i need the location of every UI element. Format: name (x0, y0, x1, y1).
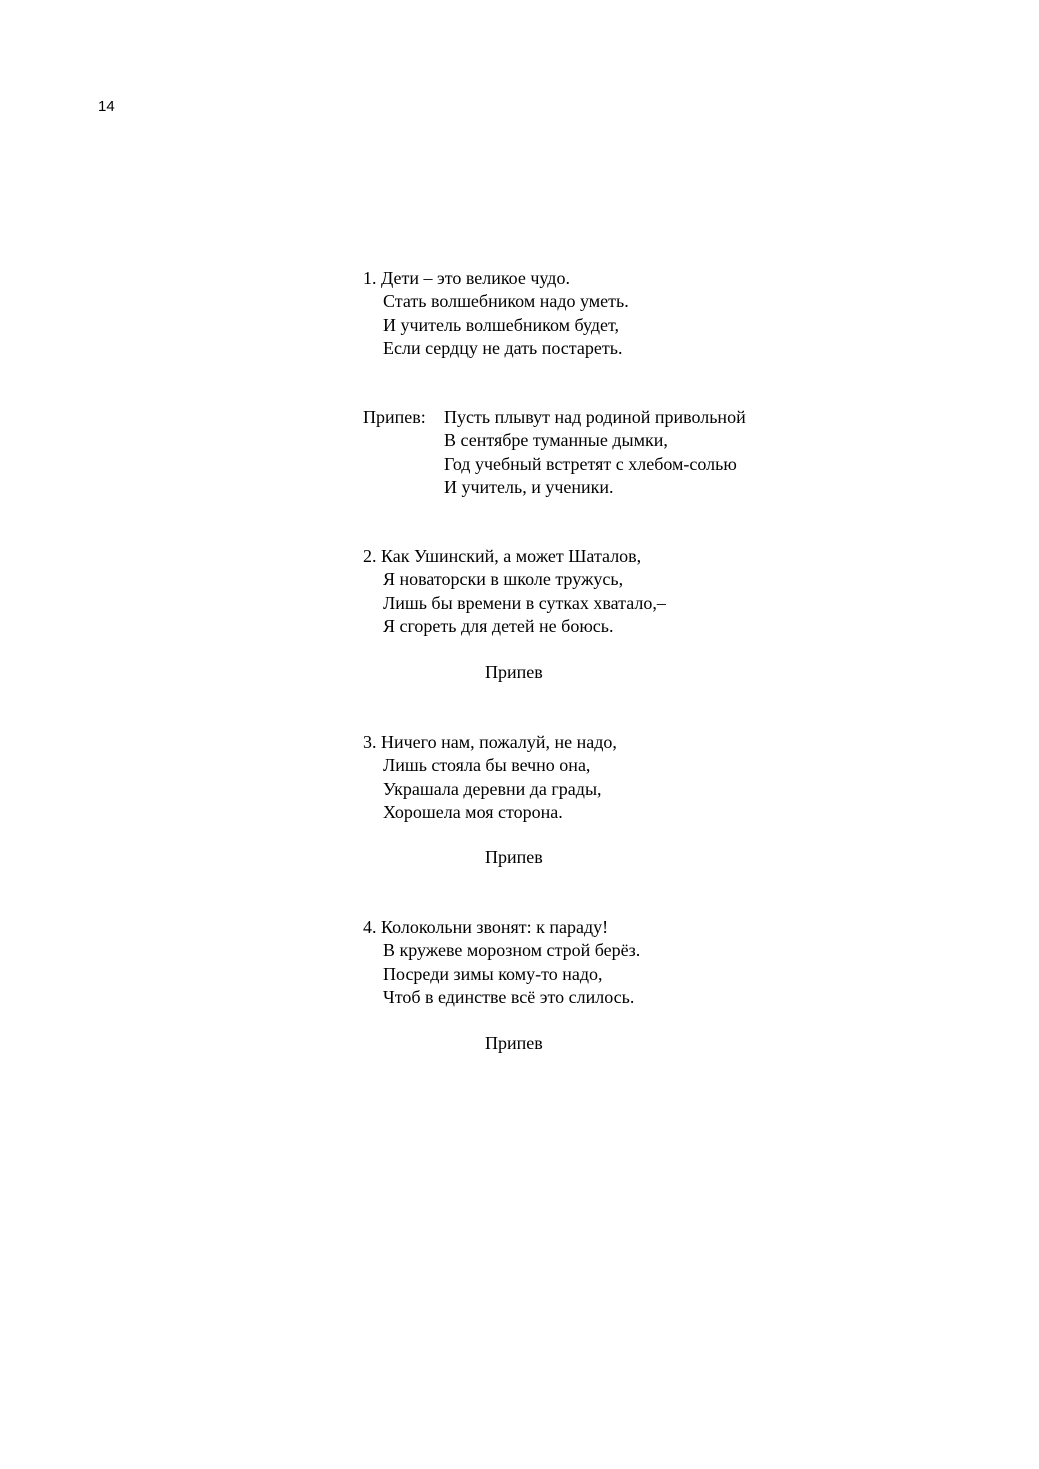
chorus-reference: Припев (485, 1033, 543, 1053)
verse-line: Чтоб в единстве всё это слилось. (383, 986, 635, 1007)
verse-line: Колокольни звонят: к параду! (381, 917, 609, 937)
chorus-line: И учитель, и ученики. (444, 476, 614, 497)
chorus-line: В сентябре туманные дымки, (444, 430, 668, 451)
chorus-reference: Припев (485, 662, 543, 682)
verse-line: Посреди зимы кому-то надо, (383, 963, 603, 984)
chorus-line: Год учебный встретят с хлебом-солью (444, 453, 737, 474)
verse-line: Лишь стояла бы вечно она, (383, 755, 591, 776)
chorus-reference: Припев (485, 847, 543, 867)
verse-1 (363, 267, 629, 360)
verse-number: 1. (363, 268, 377, 288)
verse-line: Украшала деревни да грады, (383, 778, 602, 799)
verse-4 (363, 916, 640, 1009)
chorus-label: Припев: (363, 407, 426, 427)
chorus (363, 406, 813, 506)
page-number: 14 (98, 98, 115, 115)
verse-3 (363, 731, 617, 824)
verse-number: 2. (363, 546, 377, 566)
verse-line: Если сердцу не дать постареть. (383, 337, 623, 358)
verse-line: Ничего нам, пожалуй, не надо, (381, 732, 617, 752)
verse-line: И учитель волшебником будет, (383, 314, 620, 335)
verse-line: Лишь бы времени в сутках хватало,– (383, 592, 666, 613)
verse-line: Я новаторски в школе тружусь, (383, 569, 624, 590)
verse-line: В кружеве морозном строй берёз. (383, 940, 641, 961)
verse-line: Дети – это великое чудо. (381, 268, 570, 288)
verse-line: Я сгореть для детей не боюсь. (383, 615, 614, 636)
verse-line: Стать волшебником надо уметь. (383, 291, 629, 312)
verse-2 (363, 545, 666, 638)
verse-number: 4. (363, 917, 377, 937)
verse-number: 3. (363, 732, 377, 752)
chorus-line: Пусть плывут над родиной привольной (444, 407, 746, 427)
verse-line: Хорошела моя сторона. (383, 801, 563, 822)
verse-line: Как Ушинский, а может Шаталов, (381, 546, 642, 566)
